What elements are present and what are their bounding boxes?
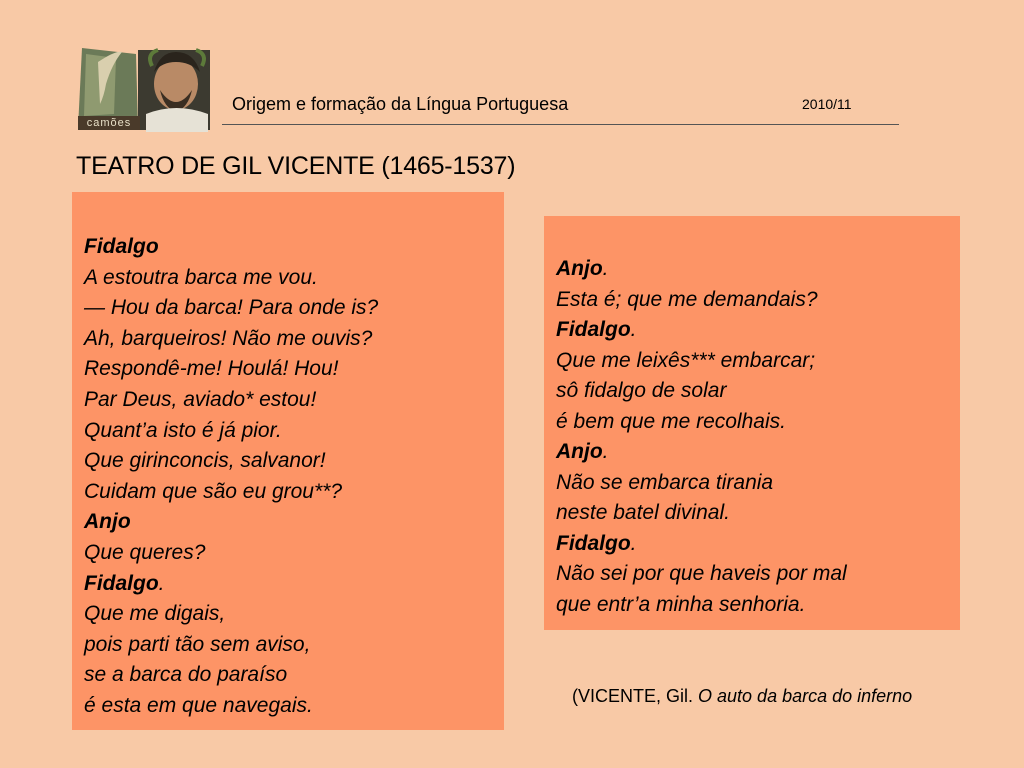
verse-text: A estoutra barca me vou. <box>84 265 318 289</box>
speaker-name: Fidalgo <box>556 318 631 341</box>
verse-line <box>84 599 504 630</box>
verse-text: . <box>158 571 165 595</box>
verse-text: Que me leixês*** embarcar; <box>556 348 816 372</box>
verse-text: Esta é; que me demandais? <box>556 287 818 311</box>
verse-text: é esta em que navegais. <box>84 693 313 717</box>
verse-text: Ah, barqueiros! Não me ouvis? <box>84 326 373 350</box>
dialogue-box-left <box>72 192 504 730</box>
verse-line <box>556 529 960 560</box>
verse-line <box>84 691 504 722</box>
verse-line <box>84 507 504 538</box>
verse-text: Par Deus, aviado* estou! <box>84 387 317 411</box>
speaker-name: Anjo <box>556 257 603 280</box>
header-divider <box>222 124 899 125</box>
verse-line <box>84 630 504 661</box>
verse-text: que entr’a minha senhoria. <box>556 592 806 616</box>
verse-text: Não sei por que haveis por mal <box>556 562 847 585</box>
slide-title: TEATRO DE GIL VICENTE (1465-1537) <box>76 152 516 180</box>
speaker-name: Fidalgo <box>84 571 159 595</box>
verse-text: . <box>630 531 637 555</box>
verse-line <box>556 437 960 468</box>
verse-line <box>84 354 504 385</box>
verse-text: Quant’a isto é já pior. <box>84 418 282 442</box>
verse-line <box>556 559 960 590</box>
verse-text: é bem que me recolhais. <box>556 409 786 433</box>
verse-text: Cuidam que são eu grou**? <box>84 479 343 503</box>
verse-text: . <box>630 318 637 341</box>
speaker-name: Anjo <box>556 440 603 463</box>
verse-line <box>556 346 960 377</box>
verse-text: Respondê-me! Houlá! Hou! <box>84 357 339 381</box>
verse-text: . <box>602 440 609 463</box>
verse-line <box>556 254 960 285</box>
verse-line <box>84 538 504 569</box>
verse-line <box>556 468 960 499</box>
verse-line <box>84 293 504 324</box>
course-title: Origem e formação da Língua Portuguesa <box>232 94 569 114</box>
verse-line <box>84 232 504 263</box>
verse-text: Que me digais, <box>84 602 226 626</box>
verse-text: — Hou da barca! Para onde is? <box>84 296 379 320</box>
verse-line <box>84 385 504 416</box>
speaker-name: Fidalgo <box>84 235 159 258</box>
verse-line <box>556 285 960 316</box>
verse-line <box>84 324 504 355</box>
verse-text: Não se embarca tirania <box>556 470 774 494</box>
verse-text: sô fidalgo de solar <box>556 379 727 402</box>
speaker-name: Fidalgo <box>556 531 631 555</box>
verse-text: Que girinconcis, salvanor! <box>84 449 326 473</box>
camoes-logo <box>76 44 214 132</box>
logo-caption: camões <box>78 116 140 130</box>
verse-text: neste batel divinal. <box>556 501 730 524</box>
citation-author: (VICENTE, Gil. <box>572 686 699 706</box>
speaker-name: Anjo <box>84 510 131 534</box>
verse-line <box>84 569 504 600</box>
dialogue-box-right <box>544 216 960 630</box>
verse-line <box>556 376 960 407</box>
verse-line <box>556 498 960 529</box>
verse-line <box>84 446 504 477</box>
verse-text: Que queres? <box>84 540 206 564</box>
verse-line <box>556 590 960 621</box>
verse-text: se a barca do paraíso <box>84 663 288 687</box>
verse-line <box>84 477 504 508</box>
verse-line <box>556 315 960 346</box>
verse-text: . <box>602 257 609 280</box>
citation <box>572 684 952 708</box>
citation-work: O auto da barca do inferno <box>698 686 913 706</box>
verse-line <box>84 263 504 294</box>
verse-text: pois parti tão sem aviso, <box>84 632 311 656</box>
verse-line <box>84 416 504 447</box>
date-label: 2010/11 <box>802 96 852 112</box>
verse-line <box>556 407 960 438</box>
verse-line <box>84 660 504 691</box>
